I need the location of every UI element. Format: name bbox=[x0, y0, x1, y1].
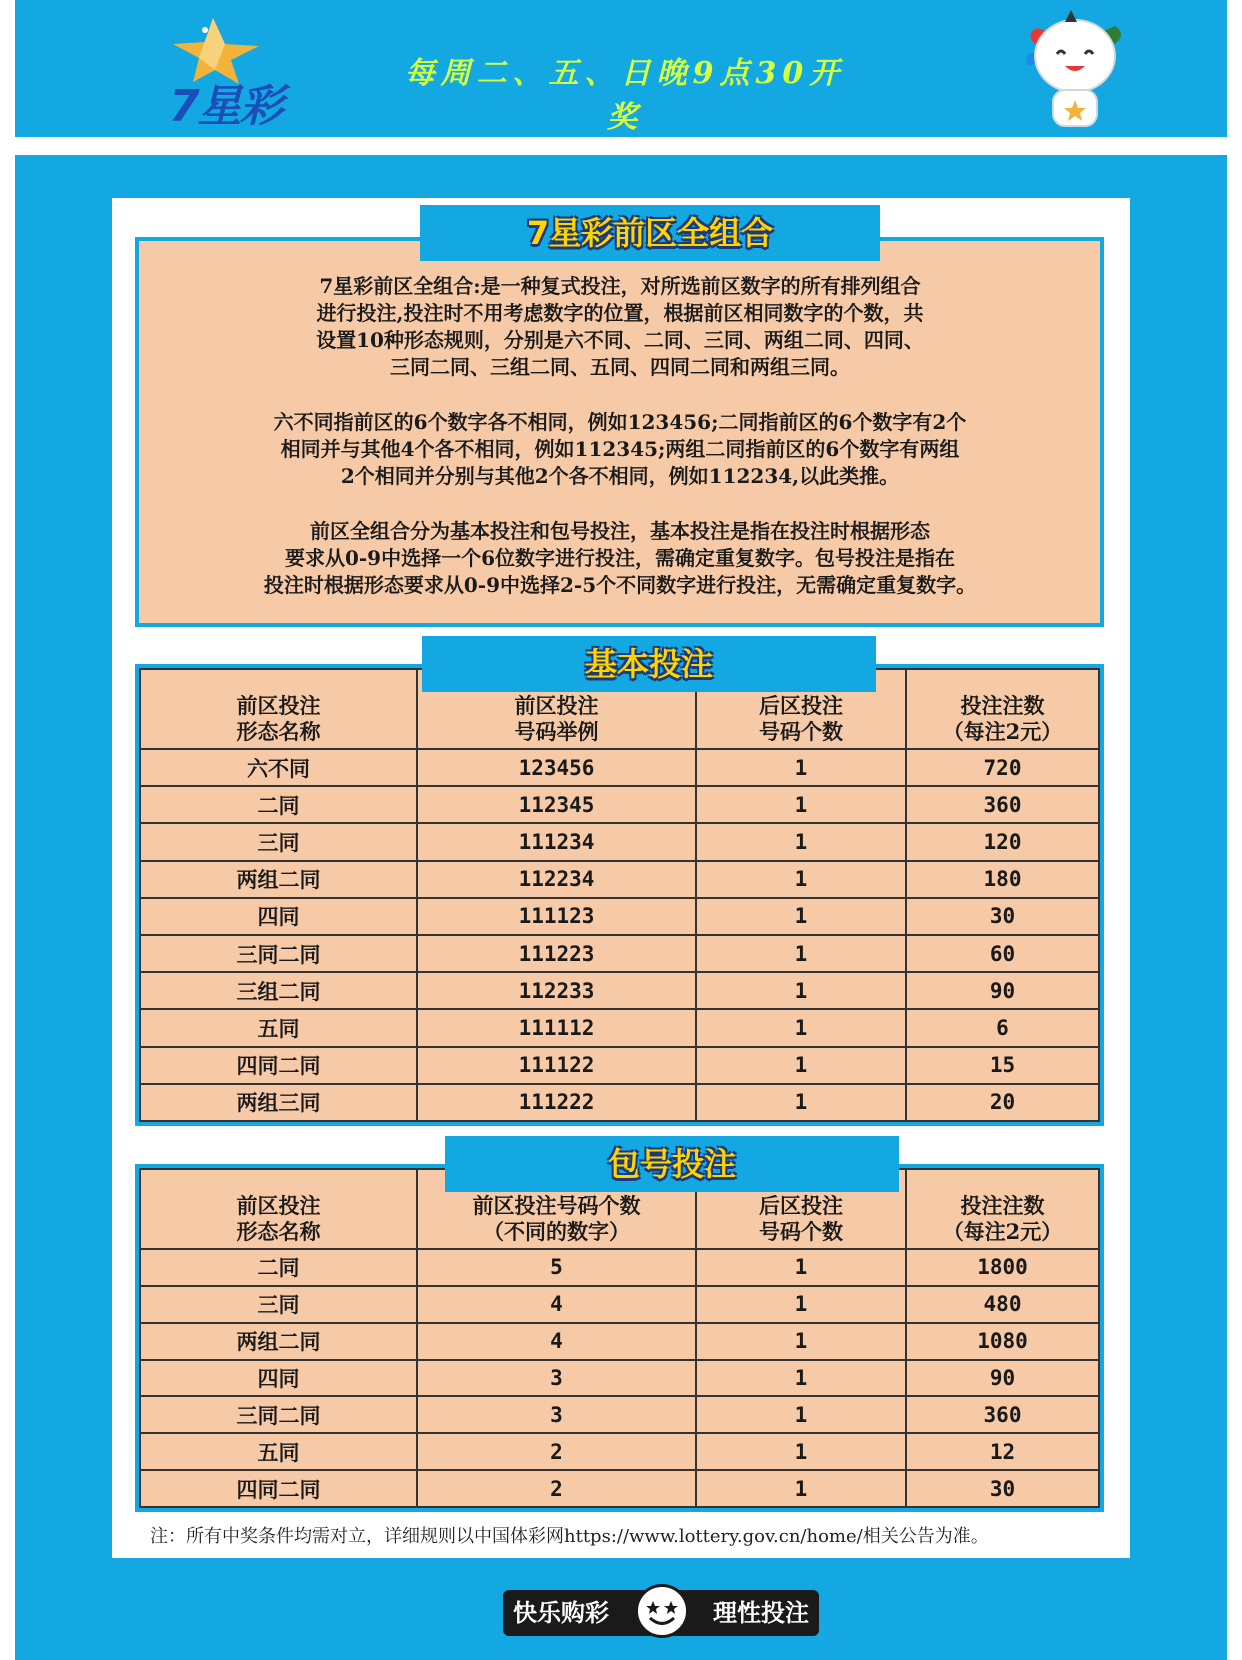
table-cell: 180 bbox=[906, 861, 1099, 898]
table-cell: 1 bbox=[696, 1360, 906, 1397]
table-cell: 6 bbox=[906, 1009, 1099, 1046]
table-cell: 1800 bbox=[906, 1249, 1099, 1286]
intro-paragraph-3: 前区全组合分为基本投注和包号投注，基本投注是指在投注时根据形态 要求从0-9中选择一个6位数字进行投注，需确定重复数字。包号投注是指在 投注时根据形态要求从0-9中选择2-5个不同数字进行投注，无需确定重复数字。 bbox=[263, 519, 977, 597]
intro-paragraph-1: 7星彩前区全组合:是一种复式投注，对所选前区数字的所有排列组合 进行投注,投注时不用考虑数字的位置，根据前区相同数字的个数，共 设置10种形态规则，分别是六不同、二同、三同、两组二同、四同、 三同二同、三组二同、五同、四同二同和两组三同。 bbox=[316, 274, 924, 379]
intro-paragraph-2: 六不同指前区的6个数字各不相同，例如123456;二同指前区的6个数字有2个 相同并与其他4个各不相同，例如112345;两组二同指前区的6个数字有两组 2个相同并分别与其他2个各不相同，例如112234,以此类推。 bbox=[273, 410, 967, 488]
table-row bbox=[140, 1084, 1099, 1121]
table-cell: 111222 bbox=[417, 1084, 696, 1121]
table-cell: 112234 bbox=[417, 861, 696, 898]
table-cell: 三同二同 bbox=[140, 1396, 417, 1433]
table-row bbox=[140, 1360, 1099, 1397]
table-cell: 720 bbox=[906, 749, 1099, 786]
table-row bbox=[140, 749, 1099, 786]
table-cell: 111122 bbox=[417, 1047, 696, 1084]
intro-title: 7星彩前区全组合 bbox=[420, 205, 880, 261]
package-bet-table bbox=[135, 1164, 1104, 1512]
table-cell: 90 bbox=[906, 1360, 1099, 1397]
table-cell: 三同 bbox=[140, 1286, 417, 1323]
mascot-icon bbox=[1015, 4, 1135, 132]
table-cell: 三同二同 bbox=[140, 935, 417, 972]
table-cell: 1 bbox=[696, 935, 906, 972]
column-header: 投注注数 （每注2元） bbox=[906, 1169, 1099, 1249]
table-cell: 2 bbox=[417, 1470, 696, 1507]
table-cell: 1 bbox=[696, 1047, 906, 1084]
table-row bbox=[140, 898, 1099, 935]
header-banner bbox=[15, 0, 1227, 137]
table-cell: 二同 bbox=[140, 1249, 417, 1286]
table-cell: 两组二同 bbox=[140, 1323, 417, 1360]
table-cell: 3 bbox=[417, 1396, 696, 1433]
package-bet-title: 包号投注 bbox=[445, 1136, 899, 1192]
table-cell: 4 bbox=[417, 1323, 696, 1360]
column-header: 前区投注号码个数 （不同的数字） bbox=[417, 1169, 696, 1249]
table-cell: 1 bbox=[696, 749, 906, 786]
table-row bbox=[140, 786, 1099, 823]
column-header: 后区投注 号码个数 bbox=[696, 1169, 906, 1249]
table-cell: 1 bbox=[696, 1396, 906, 1433]
table-cell: 15 bbox=[906, 1047, 1099, 1084]
table-cell: 4 bbox=[417, 1286, 696, 1323]
table-cell: 1 bbox=[696, 1470, 906, 1507]
table-cell: 三同 bbox=[140, 823, 417, 860]
table-cell: 六不同 bbox=[140, 749, 417, 786]
table-cell: 123456 bbox=[417, 749, 696, 786]
smiley-icon bbox=[635, 1584, 689, 1638]
table-cell: 四同二同 bbox=[140, 1047, 417, 1084]
table-cell: 360 bbox=[906, 1396, 1099, 1433]
table-cell: 2 bbox=[417, 1433, 696, 1470]
column-header: 前区投注 号码举例 bbox=[417, 669, 696, 749]
basic-bet-title: 基本投注 bbox=[422, 636, 876, 692]
table-row bbox=[140, 1396, 1099, 1433]
column-header: 前区投注 形态名称 bbox=[140, 669, 417, 749]
table-row bbox=[140, 1047, 1099, 1084]
table-row bbox=[140, 1009, 1099, 1046]
badge-left-text: 快乐购彩 bbox=[513, 1599, 609, 1627]
table-cell: 1 bbox=[696, 861, 906, 898]
table-cell: 1 bbox=[696, 1323, 906, 1360]
table-cell: 111223 bbox=[417, 935, 696, 972]
table-cell: 90 bbox=[906, 972, 1099, 1009]
table-cell: 112233 bbox=[417, 972, 696, 1009]
table-cell: 12 bbox=[906, 1433, 1099, 1470]
table-row bbox=[140, 935, 1099, 972]
table-cell: 五同 bbox=[140, 1009, 417, 1046]
table-cell: 480 bbox=[906, 1286, 1099, 1323]
table-cell: 111123 bbox=[417, 898, 696, 935]
table-cell: 二同 bbox=[140, 786, 417, 823]
table-cell: 三组二同 bbox=[140, 972, 417, 1009]
table-cell: 20 bbox=[906, 1084, 1099, 1121]
table-cell: 1 bbox=[696, 1286, 906, 1323]
table-row bbox=[140, 1470, 1099, 1507]
table-cell: 两组三同 bbox=[140, 1084, 417, 1121]
table-cell: 1080 bbox=[906, 1323, 1099, 1360]
table-cell: 1 bbox=[696, 1009, 906, 1046]
table-row bbox=[140, 972, 1099, 1009]
table-cell: 四同二同 bbox=[140, 1470, 417, 1507]
table-cell: 1 bbox=[696, 972, 906, 1009]
table-row bbox=[140, 861, 1099, 898]
column-header: 后区投注 号码个数 bbox=[696, 669, 906, 749]
draw-schedule-slogan: 每周二、五、日晚9点30开奖 bbox=[404, 56, 846, 135]
table-row bbox=[140, 1249, 1099, 1286]
table-cell: 30 bbox=[906, 898, 1099, 935]
table-cell: 1 bbox=[696, 1084, 906, 1121]
table-cell: 360 bbox=[906, 786, 1099, 823]
table-cell: 1 bbox=[696, 823, 906, 860]
table-cell: 1 bbox=[696, 1433, 906, 1470]
table-cell: 112345 bbox=[417, 786, 696, 823]
lottery-logo bbox=[155, 10, 285, 132]
table-cell: 1 bbox=[696, 898, 906, 935]
table-cell: 四同 bbox=[140, 898, 417, 935]
table-row bbox=[140, 1286, 1099, 1323]
table-cell: 30 bbox=[906, 1470, 1099, 1507]
responsible-gaming-badge bbox=[503, 1590, 819, 1636]
table-row bbox=[140, 823, 1099, 860]
table-cell: 四同 bbox=[140, 1360, 417, 1397]
table-cell: 3 bbox=[417, 1360, 696, 1397]
logo-text: 7星彩 bbox=[169, 81, 282, 132]
table-cell: 1 bbox=[696, 1249, 906, 1286]
table-row bbox=[140, 1433, 1099, 1470]
footnote: 注：所有中奖条件均需对立，详细规则以中国体彩网https://www.lottery.gov.cn/home/相关公告为准。 bbox=[150, 1526, 989, 1547]
table-row bbox=[140, 1323, 1099, 1360]
column-header: 投注注数 （每注2元） bbox=[906, 669, 1099, 749]
table-cell: 两组二同 bbox=[140, 861, 417, 898]
basic-bet-table bbox=[135, 664, 1104, 1126]
table-cell: 111112 bbox=[417, 1009, 696, 1046]
table-cell: 120 bbox=[906, 823, 1099, 860]
table-cell: 1 bbox=[696, 786, 906, 823]
table-cell: 五同 bbox=[140, 1433, 417, 1470]
table-cell: 5 bbox=[417, 1249, 696, 1286]
badge-right-text: 理性投注 bbox=[713, 1599, 809, 1627]
table-cell: 111234 bbox=[417, 823, 696, 860]
table-cell: 60 bbox=[906, 935, 1099, 972]
column-header: 前区投注 形态名称 bbox=[140, 1169, 417, 1249]
